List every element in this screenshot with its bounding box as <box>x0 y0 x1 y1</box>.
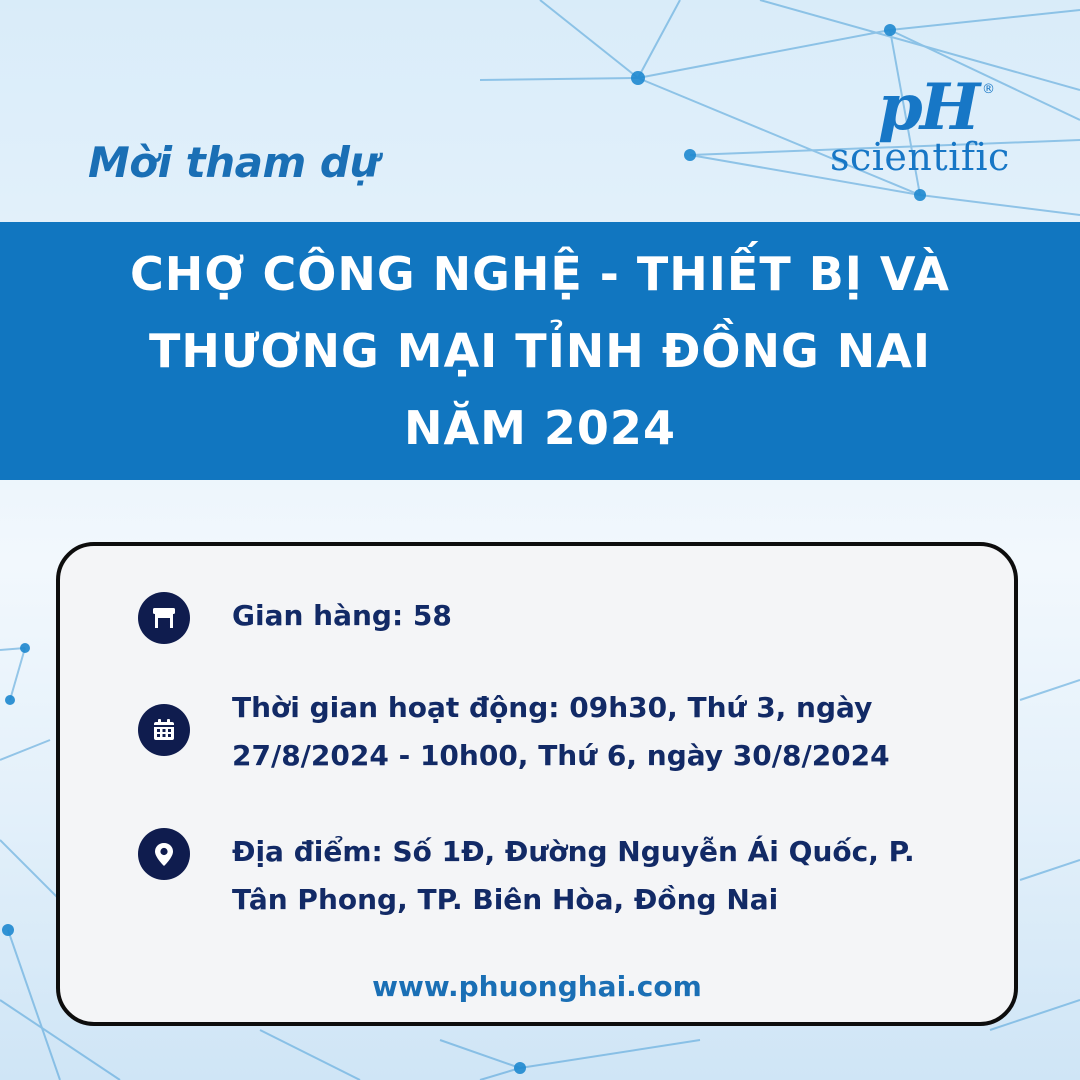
booth-row <box>138 592 932 644</box>
event-title-line-1: CHỢ CÔNG NGHỆ - THIẾT BỊ VÀ <box>130 246 950 301</box>
time-text <box>232 684 932 780</box>
event-title-line-3: NĂM 2024 <box>404 400 676 455</box>
logo-wordmark: scientific <box>830 135 1010 179</box>
location-text <box>232 828 932 924</box>
time-line-2: 27/8/2024 - 10h00, Thứ 6, ngày 30/8/2024 <box>232 739 890 772</box>
time-row <box>138 684 932 780</box>
booth-line-1: Gian hàng: 58 <box>232 599 452 632</box>
event-title-line-2: THƯƠNG MẠI TỈNH ĐỒNG NAI <box>149 323 931 378</box>
time-line-1: Thời gian hoạt động: 09h30, Thứ 3, ngày <box>232 691 873 724</box>
website-link[interactable]: www.phuonghai.com <box>372 970 702 1003</box>
store-icon <box>138 592 190 644</box>
invite-heading: Mời tham dự <box>88 138 379 187</box>
booth-text <box>232 592 932 640</box>
location-row <box>138 828 932 924</box>
logo-mark: pH <box>878 70 978 145</box>
location-line-2: Tân Phong, TP. Biên Hòa, Đồng Nai <box>232 883 779 916</box>
event-title <box>130 236 950 467</box>
logo-registered: ® <box>982 82 995 97</box>
location-pin-icon <box>138 828 190 880</box>
calendar-icon <box>138 704 190 756</box>
location-line-1: Địa điểm: Số 1Đ, Đường Nguyễn Ái Quốc, P. <box>232 835 915 868</box>
event-title-banner <box>0 222 1080 480</box>
ph-scientific-logo <box>826 70 1036 190</box>
event-details-card <box>56 542 1018 1026</box>
